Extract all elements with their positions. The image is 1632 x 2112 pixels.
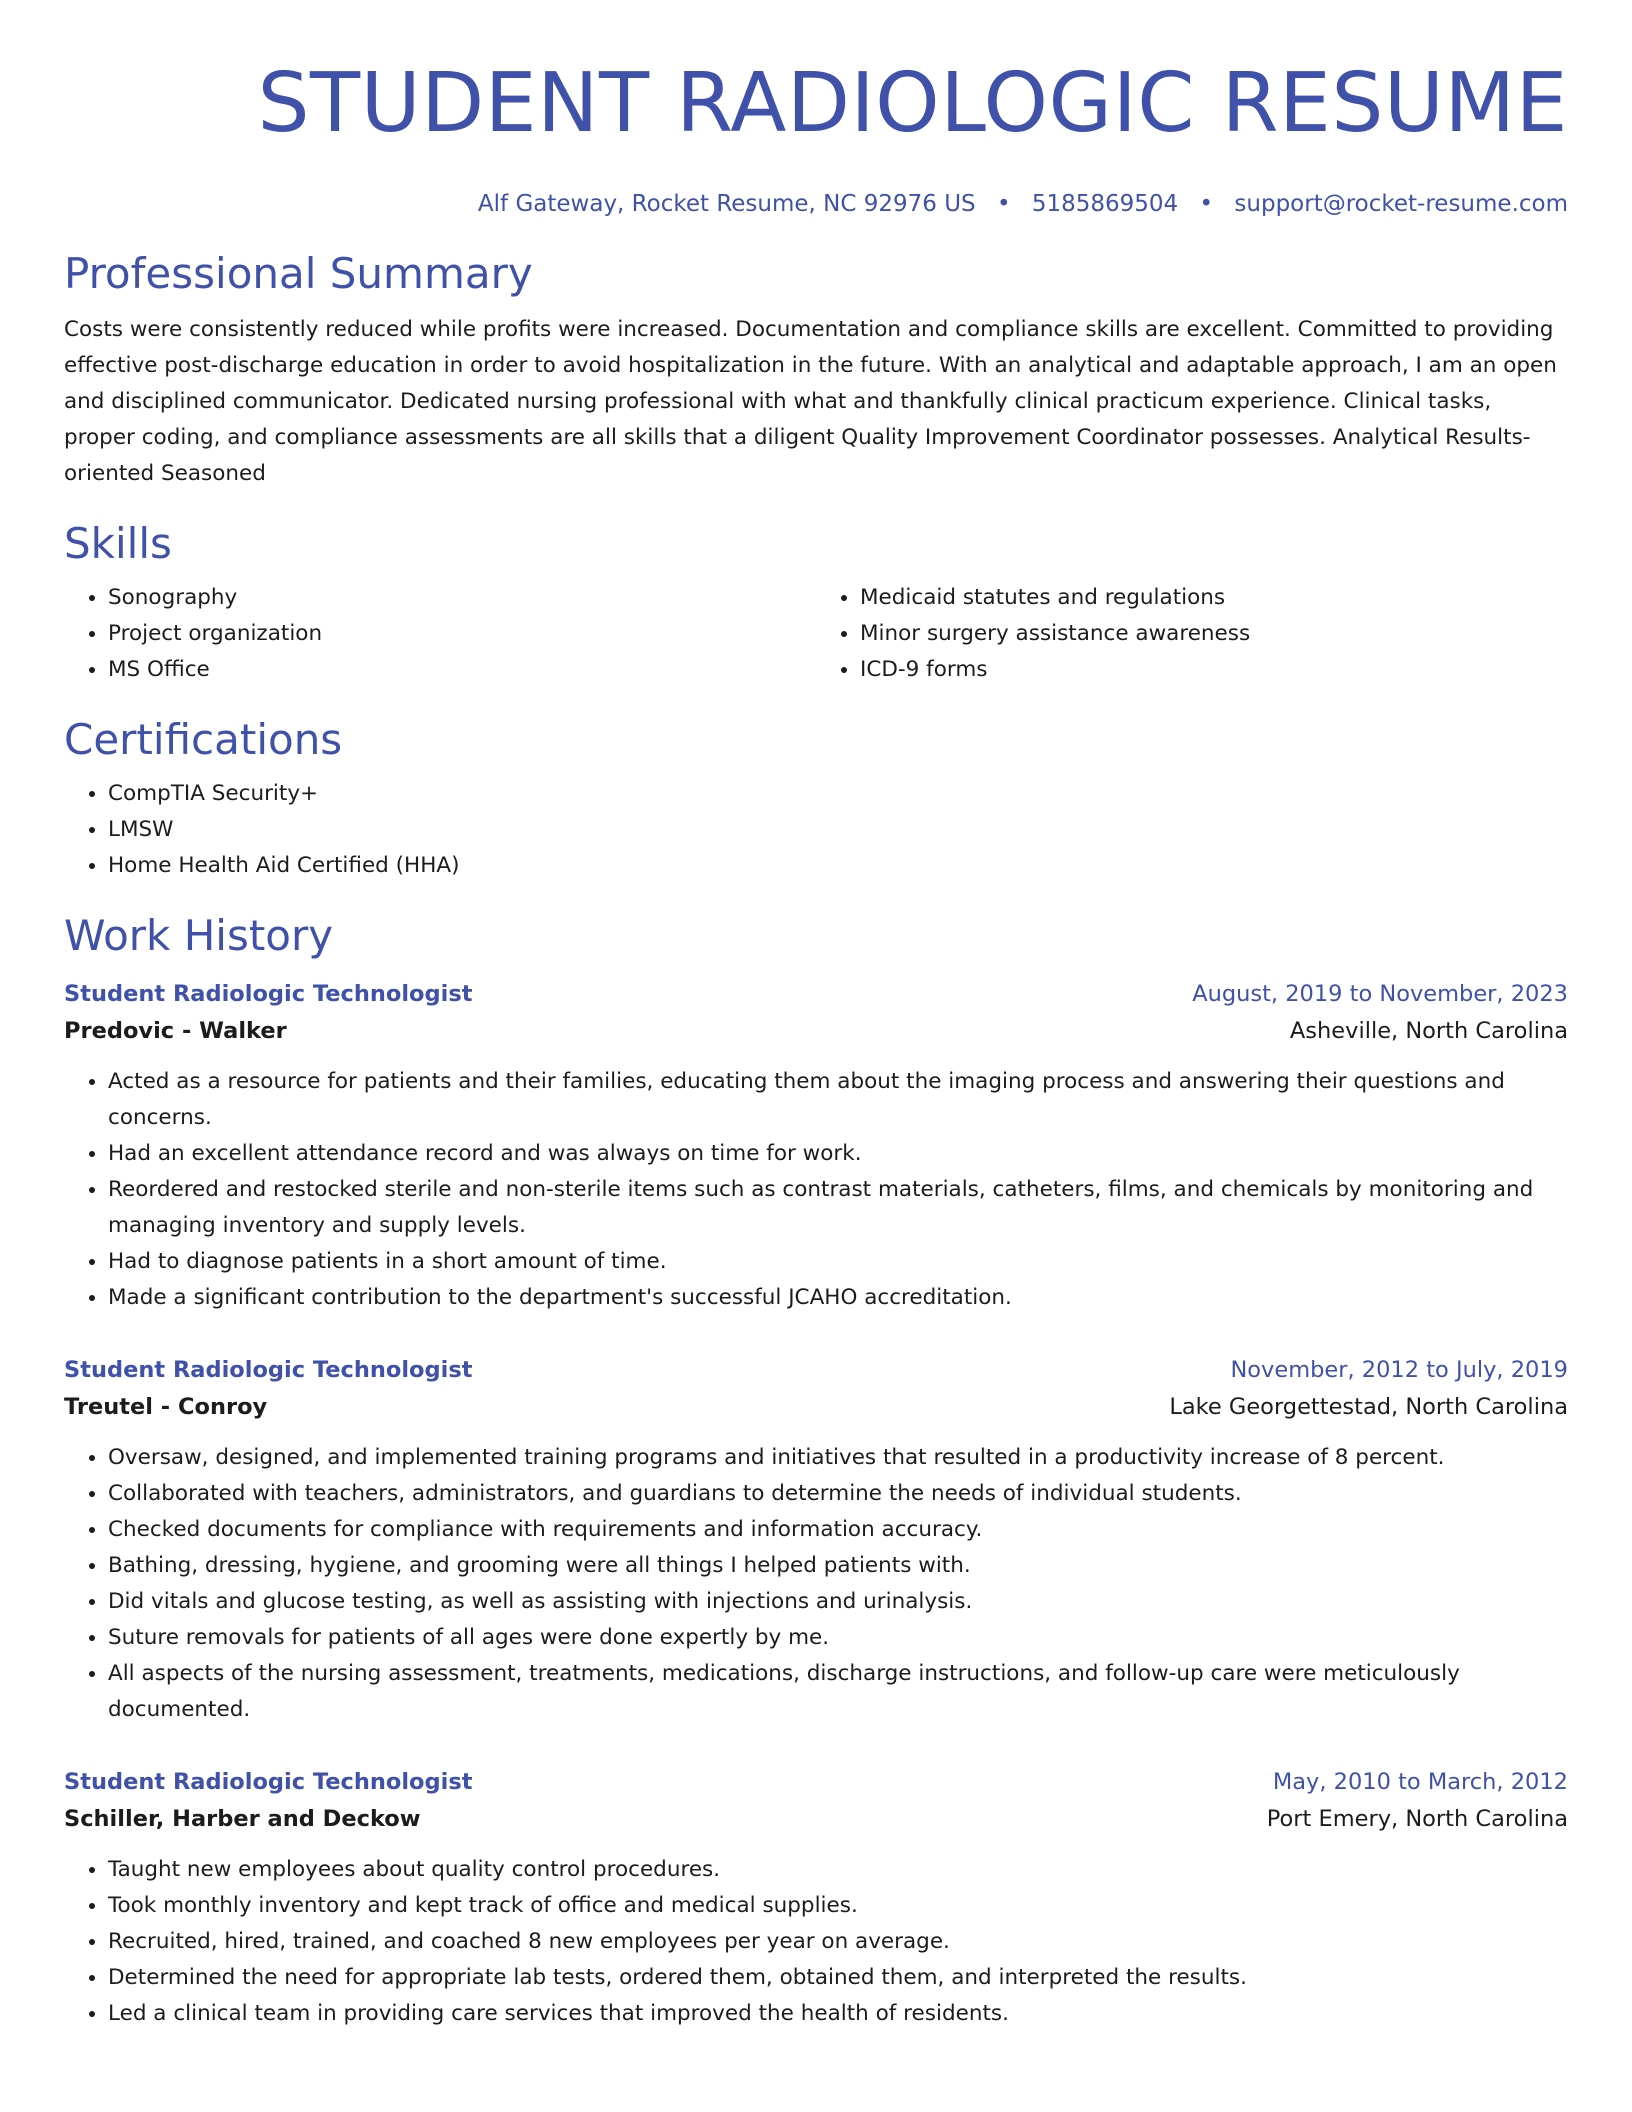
job-location: Lake Georgettestad, North Carolina bbox=[1169, 1394, 1568, 1420]
job-bullet: • All aspects of the nursing assessment, treatments, medications, discharge instructions, and follow-up care were meticulously documented. bbox=[108, 1656, 1568, 1728]
job-dates: August, 2019 to November, 2023 bbox=[1192, 981, 1568, 1007]
job-bullet: • Reordered and restocked sterile and non-sterile items such as contrast materials, catheters, films, and chemicals by monitoring and managing inventory and supply levels. bbox=[108, 1172, 1568, 1244]
work-history-heading: Work History bbox=[64, 911, 334, 960]
job-bullet: • Checked documents for compliance with requirements and information accuracy. bbox=[108, 1512, 1568, 1548]
contact-email: support@rocket-resume.com bbox=[1234, 191, 1568, 217]
job-entry bbox=[64, 1352, 1568, 1728]
contact-line bbox=[64, 188, 1568, 220]
job-bullet: • Acted as a resource for patients and their families, educating them about the imaging process and answering their questions and concerns. bbox=[108, 1064, 1568, 1136]
certification-item: • CompTIA Security+ bbox=[108, 776, 1568, 812]
skill-item: • Project organization bbox=[108, 616, 816, 652]
certification-item: • Home Health Aid Certified (HHA) bbox=[108, 848, 1568, 884]
job-bullet: • Had to diagnose patients in a short amount of time. bbox=[108, 1244, 1568, 1280]
job-dates: May, 2010 to March, 2012 bbox=[1272, 1769, 1568, 1795]
job-company: Predovic - Walker bbox=[64, 1018, 287, 1044]
job-company: Schiller, Harber and Deckow bbox=[64, 1806, 421, 1832]
skill-item: • Minor surgery assistance awareness bbox=[860, 616, 1568, 652]
job-bullet: • Led a clinical team in providing care services that improved the health of residents. bbox=[108, 1996, 1568, 2032]
resume-title: STUDENT RADIOLOGIC RESUME bbox=[257, 56, 1568, 151]
contact-separator: • bbox=[1199, 191, 1214, 217]
summary-text: Costs were consistently reduced while profits were increased. Documentation and compliance skills are excellent. Committed to providing effective post-discharge education in order to avoid hospitalization in the future. With an analytical and adaptable approach, I am an open and disciplined communicator. Dedicated nursing professional with what and thankfully clinical practicum experience. Clinical tasks, proper coding, and compliance assessments are all skills that a diligent Quality Improvement Coordinator possesses. Analytical Results-oriented Seasoned bbox=[64, 317, 1557, 486]
job-bullet: • Bathing, dressing, hygiene, and grooming were all things I helped patients with. bbox=[108, 1548, 1568, 1584]
skills-list bbox=[64, 580, 1568, 688]
skill-item: • ICD-9 forms bbox=[860, 652, 1568, 688]
job-bullets bbox=[64, 1064, 1568, 1316]
job-location: Port Emery, North Carolina bbox=[1266, 1806, 1568, 1832]
certifications-list bbox=[64, 776, 1568, 884]
job-company: Treutel - Conroy bbox=[64, 1394, 268, 1420]
job-dates: November, 2012 to July, 2019 bbox=[1230, 1357, 1568, 1383]
contact-separator: • bbox=[996, 191, 1011, 217]
job-location: Asheville, North Carolina bbox=[1289, 1018, 1568, 1044]
skill-item: • Sonography bbox=[108, 580, 816, 616]
job-title: Student Radiologic Technologist bbox=[64, 1357, 473, 1383]
contact-phone: 5185869504 bbox=[1031, 191, 1179, 217]
resume-header bbox=[64, 0, 1568, 220]
job-bullet: • Made a significant contribution to the department's successful JCAHO accreditation. bbox=[108, 1280, 1568, 1316]
job-bullet: • Taught new employees about quality control procedures. bbox=[108, 1852, 1568, 1888]
job-entry bbox=[64, 976, 1568, 1316]
certifications-heading: Certifications bbox=[64, 715, 343, 764]
skill-item: • Medicaid statutes and regulations bbox=[860, 580, 1568, 616]
job-bullet: • Took monthly inventory and kept track of office and medical supplies. bbox=[108, 1888, 1568, 1924]
job-bullet: • Suture removals for patients of all ages were done expertly by me. bbox=[108, 1620, 1568, 1656]
skill-item: • MS Office bbox=[108, 652, 816, 688]
job-bullet: • Recruited, hired, trained, and coached 8 new employees per year on average. bbox=[108, 1924, 1568, 1960]
job-title: Student Radiologic Technologist bbox=[64, 1769, 473, 1795]
skills-column-left bbox=[64, 580, 816, 688]
skills-heading: Skills bbox=[64, 519, 172, 568]
job-entry bbox=[64, 1764, 1568, 2032]
contact-address: Alf Gateway, Rocket Resume, NC 92976 US bbox=[477, 191, 976, 217]
job-bullet: • Determined the need for appropriate lab tests, ordered them, obtained them, and interpreted the results. bbox=[108, 1960, 1568, 1996]
job-bullet: • Oversaw, designed, and implemented training programs and initiatives that resulted in a productivity increase of 8 percent. bbox=[108, 1440, 1568, 1476]
job-bullets bbox=[64, 1852, 1568, 2032]
job-bullet: • Had an excellent attendance record and was always on time for work. bbox=[108, 1136, 1568, 1172]
job-bullet: • Did vitals and glucose testing, as well as assisting with injections and urinalysis. bbox=[108, 1584, 1568, 1620]
job-title: Student Radiologic Technologist bbox=[64, 981, 473, 1007]
job-bullet: • Collaborated with teachers, administrators, and guardians to determine the needs of individual students. bbox=[108, 1476, 1568, 1512]
job-bullets bbox=[64, 1440, 1568, 1728]
certification-item: • LMSW bbox=[108, 812, 1568, 848]
skills-column-right bbox=[816, 580, 1568, 688]
summary-heading: Professional Summary bbox=[64, 249, 533, 298]
